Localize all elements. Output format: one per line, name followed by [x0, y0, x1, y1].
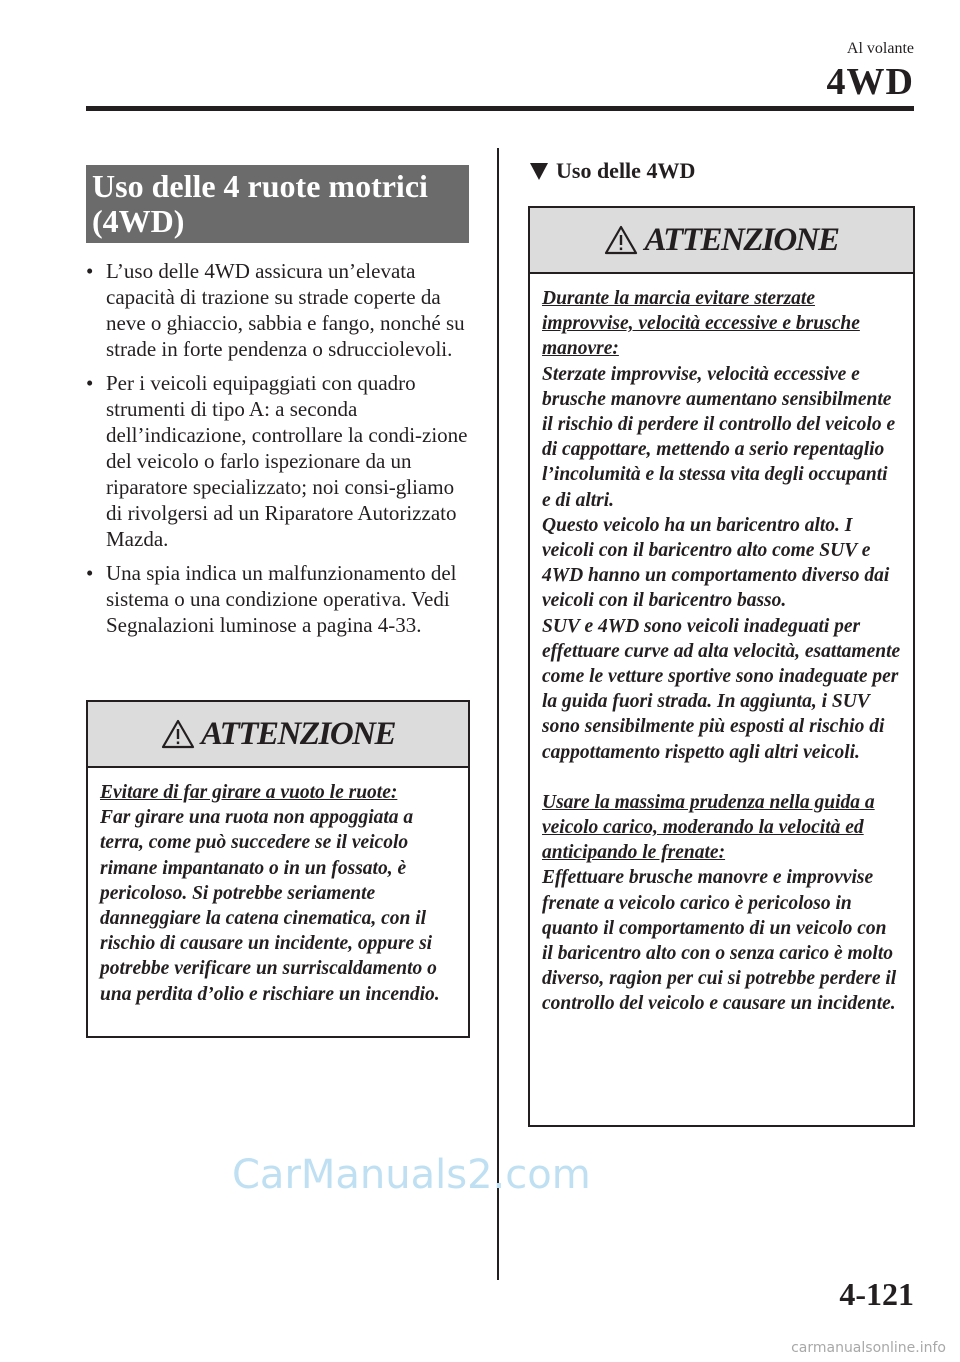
warning-text: Effettuare brusche manovre e improvvise frenate a veicolo carico è pericoloso in quanto il comportamento di un veicolo con il baricentro alto con o senza carico è molto diverso, ragion per cui si potrebbe perdere il controllo del veicolo e causare un incidente.: [542, 867, 897, 1015]
bullet-list: [86, 258, 470, 646]
warning-header: [530, 208, 913, 274]
warning-text: SUV e 4WD sono veicoli inadeguati per effettuare curve ad alta velocità, esattamente come le vetture sportive sono inadeguate per la guida fuori strada. In aggiunta, i SUV sono sensibilmente più esposti al rischio di cappottamento rispetto agli altri veicoli.: [542, 615, 901, 763]
subheading-text: Uso delle 4WD: [556, 158, 696, 183]
bullet-item: [86, 560, 470, 638]
warning-triangle-icon: [161, 719, 195, 749]
down-triangle-icon: [530, 163, 548, 180]
section-title-line2: (4WD): [92, 203, 185, 239]
warning-triangle-icon: [604, 225, 638, 255]
warning-header: [88, 702, 468, 768]
section-title-line1: Uso delle 4 ruote motrici: [92, 168, 428, 204]
watermark-logo: CarManuals2.com: [232, 1152, 591, 1198]
bullet-item: [86, 370, 470, 552]
warning-heading: Durante la marcia evitare sterzate improvvise, velocità eccessive e brusche manovre:: [542, 288, 860, 360]
warning-body: [530, 274, 913, 1017]
bullet-text: Una spia indica un malfunzionamento del sistema o una condizione operativa. Vedi Segnalazioni luminose a pagina 4-33.: [106, 561, 457, 637]
bullet-item: [86, 258, 470, 362]
warning-text: Sterzate improvvise, velocità eccessive e brusche manovre aumentano sensibilmente il rischio di perdere il controllo del veicolo e di cappottare, mettendo a serio repentaglio l’incolumità e la stessa vita degli occupanti e di altri.: [542, 363, 896, 511]
warning-text: Far girare una ruota non appoggiata a terra, come può succedere se il veicolo rimane impantanato o in un fossato, è pericoloso. Si potrebbe seriamente danneggiare la catena cinematica, con il rischio di causare un incidente, oppure si potrebbe verificare un surriscaldamento o una perdita d’olio e rischiare un incendio.: [100, 807, 440, 1005]
running-header-chapter: 4WD: [826, 61, 914, 103]
bullet-text: L’uso delle 4WD assicura un’elevata capacità di trazione su strade coperte da neve o ghiaccio, sabbia e fango, nonché su strade in forte pendenza o sdrucciolevoli.: [106, 259, 465, 361]
warning-box-wheelspin: [86, 700, 470, 1038]
column-divider: [497, 148, 499, 1280]
bullet-icon: •: [86, 259, 94, 283]
warning-text: Questo veicolo ha un baricentro alto. I veicoli con il baricentro alto come SUV e 4WD hanno un comportamento diverso dai veicoli con il baricentro basso.: [542, 514, 890, 612]
header-rule: [86, 106, 914, 111]
warning-title: ATTENZIONE: [200, 715, 396, 752]
warning-box-driving: [528, 206, 915, 1127]
paragraph-gap: [542, 765, 901, 790]
footer-watermark: carmanualsonline.info: [791, 1340, 946, 1356]
warning-title: ATTENZIONE: [644, 221, 839, 258]
warning-heading: Usare la massima prudenza nella guida a veicolo carico, moderando la velocità ed anticipando le frenate:: [542, 791, 875, 864]
page-number: 4-121: [839, 1276, 914, 1312]
subheading: [530, 158, 695, 184]
bullet-icon: •: [86, 561, 94, 585]
warning-body: [88, 768, 468, 1007]
running-header-section: Al volante: [846, 40, 914, 57]
section-title: [86, 165, 469, 243]
warning-heading: Evitare di far girare a vuoto le ruote:: [100, 782, 398, 803]
bullet-text: Per i veicoli equipaggiati con quadro strumenti di tipo A: a seconda dell’indicazione, controllare la condi-zione del veicolo o farlo ispezionare da un riparatore specializzato; noi consi-gliamo di rivolgersi ad un Riparatore Autorizzato Mazda.: [106, 371, 468, 551]
bullet-icon: •: [86, 371, 94, 395]
